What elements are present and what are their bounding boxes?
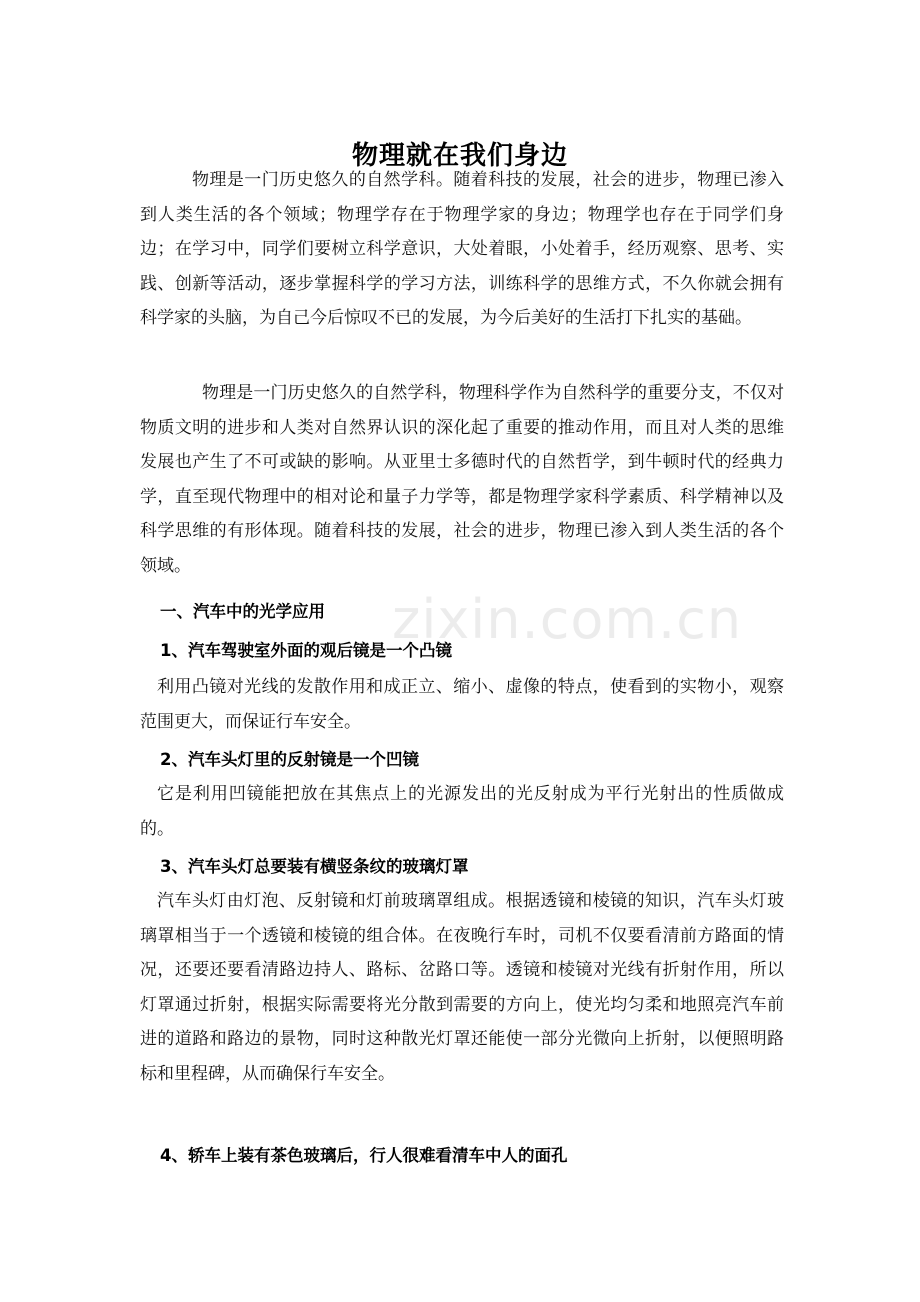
item-body-1: 利用凸镜对光线的发散作用和成正立、缩小、虚像的特点，使看到的实物小，观察范围更大，而保证行车安全。 (140, 677, 784, 732)
intro-paragraph: 物理是一门历史悠久的自然学科。随着科技的发展，社会的进步，物理已渗入到人类生活的各个领域；物理学存在于物理学家的身边；物理学也存在于同学们身边；在学习中，同学们要树立科学意识，大处着眼，小处着手，经历观察、思考、实践、创新等活动，逐步掌握科学的学习方法，训练科学的思维方式，不久你就会拥有科学家的头脑，为自己今后惊叹不已的发展，为今后美好的生活打下扎实的基础。 (140, 170, 784, 328)
item-heading-3: 3、汽车头灯总要装有横竖条纹的玻璃灯罩 (160, 857, 469, 876)
second-paragraph: 物理是一门历史悠久的自然学科，物理科学作为自然科学的重要分支，不仅对物质文明的进步和人类对自然界认识的深化起了重要的推动作用，而且对人类的思维发展也产生了不可或缺的影响。从亚里士多德时代的自然哲学，到牛顿时代的经典力学，直至现代物理中的相对论和量子力学等，都是物理学家科学素质、科学精神以及科学思维的有形体现。随着科技的发展，社会的进步，物理已渗入到人类生活的各个领域。 (140, 383, 784, 576)
page-title: 物理就在我们身边 (351, 141, 568, 172)
item-heading-2: 2、汽车头灯里的反射镜是一个凹镜 (160, 750, 419, 769)
item-heading-1: 1、汽车驾驶室外面的观后镜是一个凸镜 (160, 641, 452, 660)
item-body-3: 汽车头灯由灯泡、反射镜和灯前玻璃罩组成。根据透镜和棱镜的知识，汽车头灯玻璃罩相当于一个透镜和棱镜的组合体。在夜晚行车时，司机不仅要看清前方路面的情况，还要还要看清路边持人、路标、岔路口等。透镜和棱镜对光线有折射作用，所以灯罩通过折射，根据实际需要将光分散到需要的方向上，使光均匀柔和地照亮汽车前进的道路和路边的景物，同时这种散光灯罩还能使一部分光微向上折射，以便照明路标和里程碑，从而确保行车安全。 (140, 891, 784, 1084)
item-heading-4: 4、轿车上装有茶色玻璃后，行人很难看清车中人的面孔 (160, 1146, 568, 1165)
item-body-2: 它是利用凹镜能把放在其焦点上的光源发出的光反射成为平行光射出的性质做成的。 (140, 784, 784, 839)
section-heading: 一、汽车中的光学应用 (160, 602, 325, 621)
watermark: zixin.com.cn (392, 588, 743, 651)
